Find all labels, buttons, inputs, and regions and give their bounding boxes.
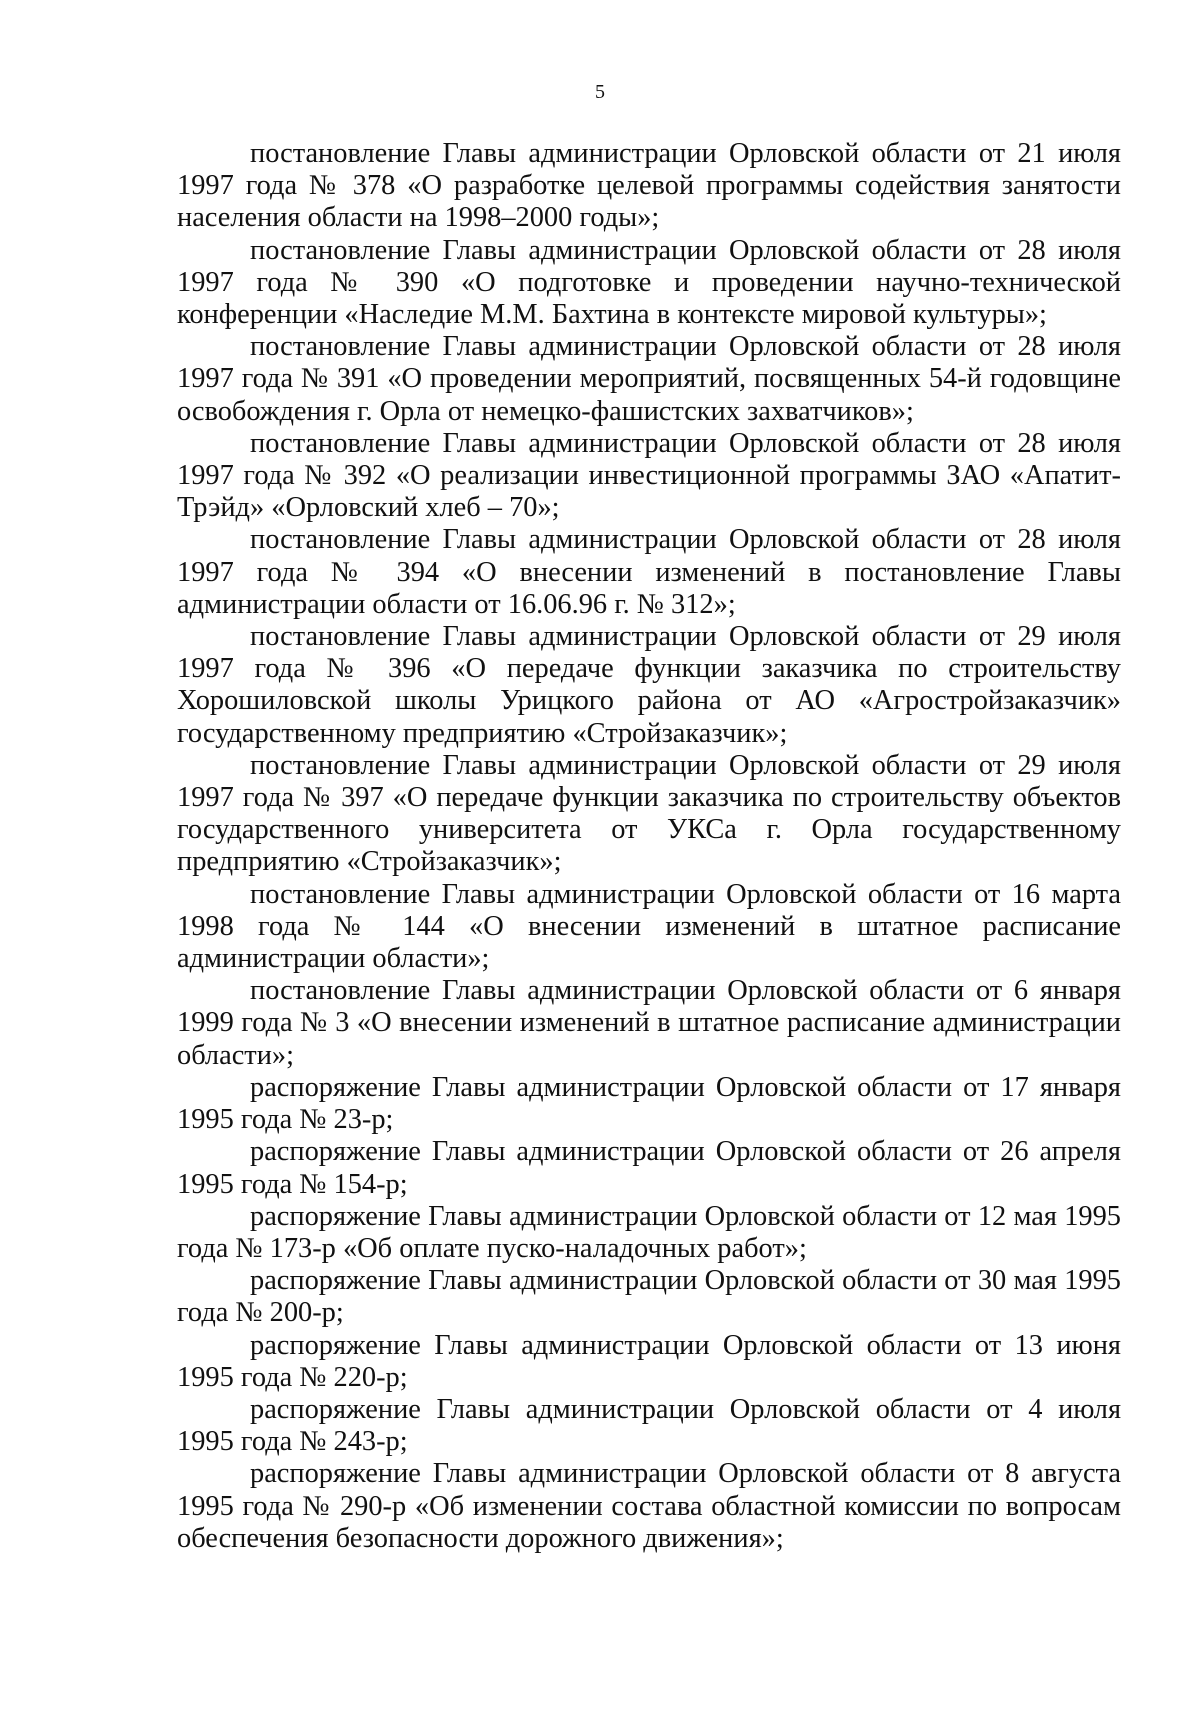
list-item: постановление Главы администрации Орловской области от 28 июля 1997 года № 391 «О проведении мероприятий, посвященных 54-й годовщине освобождения г. Орла от немецко-фашистских захватчиков»; <box>177 331 1121 427</box>
list-item: постановление Главы администрации Орловской области от 28 июля 1997 года № 392 «О реализации инвестиционной программы ЗАО «Апатит-Трэйд» «Орловский хлеб – 70»; <box>177 427 1121 524</box>
list-item: постановление Главы администрации Орловской области от 6 января 1999 года № 3 «О внесении изменений в штатное расписание администрации области»; <box>177 975 1121 1071</box>
list-item: распоряжение Главы администрации Орловской области от 12 мая 1995 года № 173-р «Об оплате пуско-наладочных работ»; <box>177 1200 1121 1264</box>
list-item: распоряжение Главы администрации Орловской области от 17 января 1995 года № 23-р; <box>177 1071 1121 1136</box>
document-body <box>177 138 1121 1555</box>
list-item: распоряжение Главы администрации Орловской области от 4 июля 1995 года № 243-р; <box>177 1393 1121 1458</box>
list-item: постановление Главы администрации Орловской области от 29 июля 1997 года № 397 «О передаче функции заказчика по строительству объектов государственного университета от УКСа г. Орла государственному предприятию «Стройзаказчик»; <box>177 749 1121 878</box>
list-item: постановление Главы администрации Орловской области от 28 июля 1997 года № 394 «О внесении изменений в постановление Главы администрации области от 16.06.96 г. № 312»; <box>177 524 1121 620</box>
list-item: распоряжение Главы администрации Орловской области от 26 апреля 1995 года № 154-р; <box>177 1136 1121 1200</box>
list-item: постановление Главы администрации Орловской области от 21 июля 1997 года № 378 «О разработке целевой программы содействия занятости населения области на 1998–2000 годы»; <box>177 138 1121 234</box>
page-number: 5 <box>595 81 605 103</box>
list-item: постановление Главы администрации Орловской области от 29 июля 1997 года № 396 «О передаче функции заказчика по строительству Хорошиловской школы Урицкого района от АО «Агростройзаказчик» государственному предприятию «Стройзаказчик»; <box>177 621 1121 749</box>
list-item: постановление Главы администрации Орловской области от 16 марта 1998 года № 144 «О внесении изменений в штатное расписание администрации области»; <box>177 878 1121 975</box>
list-item: распоряжение Главы администрации Орловской области от 30 мая 1995 года № 200-р; <box>177 1265 1121 1329</box>
list-item: постановление Главы администрации Орловской области от 28 июля 1997 года № 390 «О подготовке и проведении научно-технической конференции «Наследие М.М. Бахтина в контексте мировой культуры»; <box>177 234 1121 331</box>
list-item: распоряжение Главы администрации Орловской области от 13 июня 1995 года № 220-р; <box>177 1329 1121 1393</box>
list-item: распоряжение Главы администрации Орловской области от 8 августа 1995 года № 290-р «Об изменении состава областной комиссии по вопросам обеспечения безопасности дорожного движения»; <box>177 1458 1121 1554</box>
